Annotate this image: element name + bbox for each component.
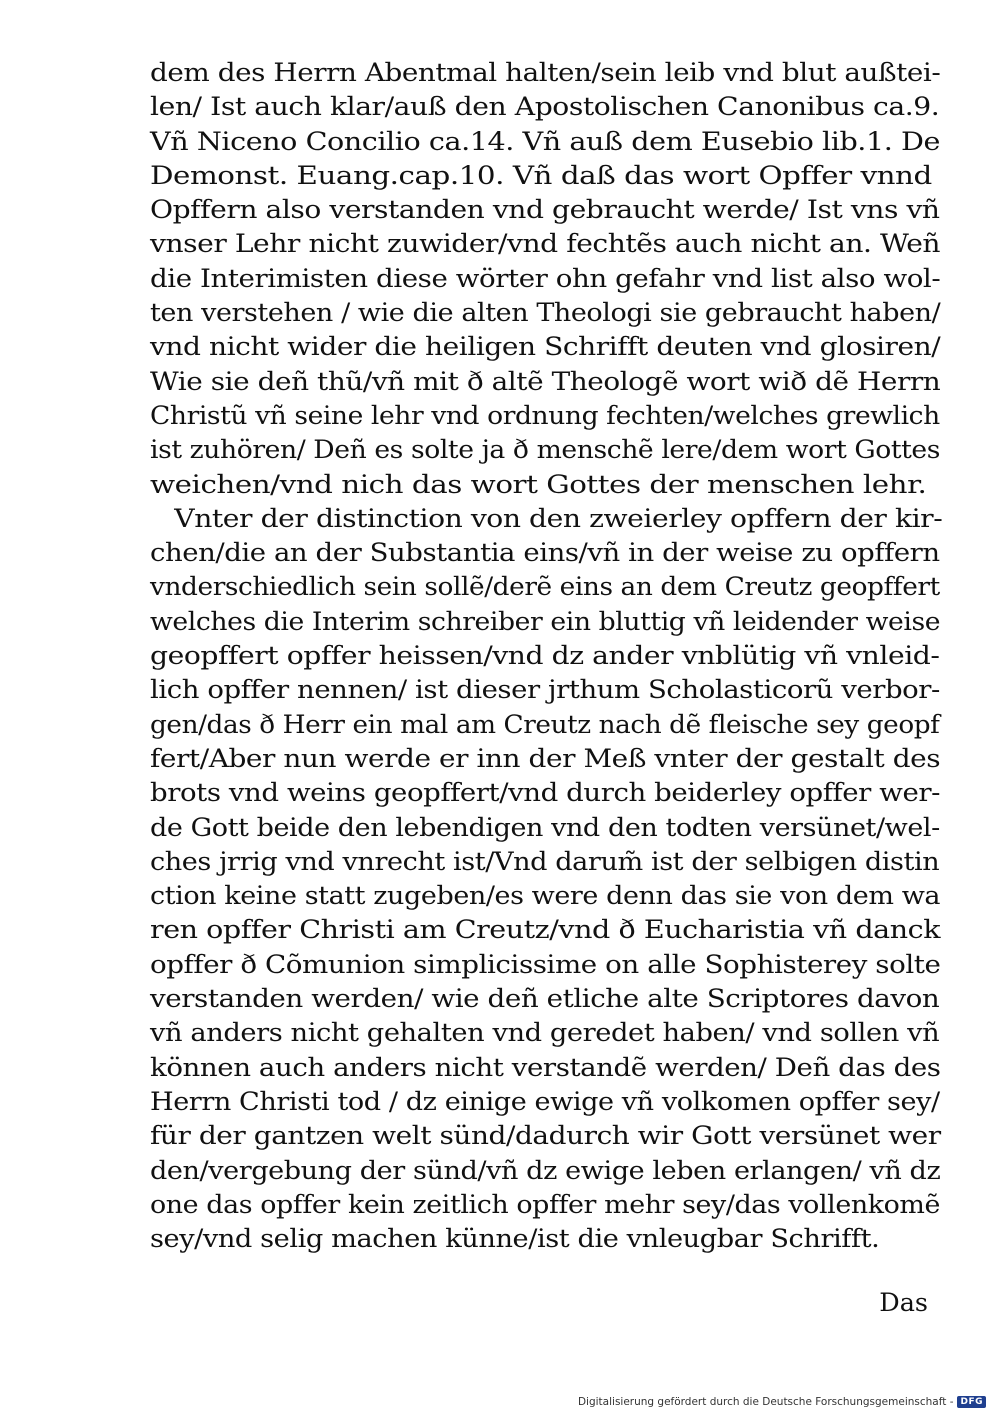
text-line: für der gantzen welt sünd/dadurch wir Gott versünet wer xyxy=(150,1121,941,1152)
text-line: lich opffer nennen/ ist dieser jrthum Scholasticorũ verbor- xyxy=(150,675,940,706)
text-line: können auch anders nicht verstandẽ werden/ Deñ das des xyxy=(150,1052,941,1083)
text-line: welches die Interim schreiber ein bluttig vñ leidender weise xyxy=(150,606,941,637)
text-line: ches jrrig vnd vnrecht ist/Vnd darum̃ ist der selbigen distin xyxy=(150,846,940,877)
text-line: ten verstehen / wie die alten Theologi sie gebraucht haben/ xyxy=(150,298,941,329)
text-line: Herrn Christi tod / dz einige ewige vñ volkomen opffer sey/ xyxy=(150,1086,940,1117)
text-line: ren opffer Christi am Creutz/vnd ð Eucharistia vñ danck xyxy=(150,915,941,946)
text-line: den/vergebung der sünd/vñ dz ewige leben erlangen/ vñ dz xyxy=(150,1155,941,1186)
text-line: vnser Lehr nicht zuwider/vnd fechtẽs auch nicht an. Weñ xyxy=(150,229,941,260)
text-line: vnd nicht wider die heiligen Schrifft deuten vnd glosiren/ xyxy=(150,332,941,363)
text-line: ction keine statt zugeben/es were denn das sie von dem wa xyxy=(150,881,941,912)
digitization-credit xyxy=(578,1396,986,1408)
text-line: len/ Ist auch klar/auß den Apostolischen Canonibus ca.9. xyxy=(150,92,940,123)
catchword: Das xyxy=(879,1288,928,1318)
text-line: chen/die an der Substantia eins/vñ in der weise zu opffern xyxy=(150,538,940,569)
text-line: ist zuhören/ Deñ es solte ja ð menschẽ lere/dem wort Gottes xyxy=(150,435,940,466)
credit-text: Digitalisierung gefördert durch die Deutsche Forschungsgemeinschaft - xyxy=(577,1396,954,1408)
text-line: geopffert opffer heissen/vnd dz ander vnblütig vñ vnleid- xyxy=(150,641,940,672)
text-line: Wie sie deñ thũ/vñ mit ð altẽ Theologẽ wort wið dẽ Herrn xyxy=(150,366,941,397)
text-line: Vñ Niceno Concilio ca.14. Vñ auß dem Eusebio lib.1. De xyxy=(150,126,940,157)
text-line: fert/Aber nun werde er inn der Meß vnter der gestalt des xyxy=(150,743,941,774)
text-line: sey/vnd selig machen künne/ist die vnleugbar Schrifft. xyxy=(150,1224,880,1255)
dfg-logo: DFG xyxy=(957,1396,986,1408)
text-line: Vnter der distinction von den zweierley opffern der kir- xyxy=(174,503,943,534)
text-line: weichen/vnd nich das wort Gottes der menschen lehr. xyxy=(150,469,927,500)
text-line: die Interimisten diese wörter ohn gefahr vnd list also wol- xyxy=(150,263,941,294)
text-line: vñ anders nicht gehalten vnd geredet haben/ vnd sollen vñ xyxy=(150,1018,940,1049)
text-line: Demonst. Euang.cap.10. Vñ daß das wort Opffer vnnd xyxy=(150,160,932,191)
text-line: verstanden werden/ wie deñ etliche alte Scriptores davon xyxy=(150,984,940,1015)
body-text xyxy=(150,56,943,1256)
text-line: Christũ vñ seine lehr vnd ordnung fechten/welches grewlich xyxy=(150,400,940,431)
text-line: dem des Herrn Abentmal halten/sein leib vnd blut außtei- xyxy=(150,58,941,88)
text-line: brots vnd weins geopffert/vnd durch beiderley opffer wer- xyxy=(150,778,941,809)
text-line: vnderschiedlich sein sollẽ/derẽ eins an dem Creutz geopffert xyxy=(150,572,940,603)
text-line: de Gott beide den lebendigen vnd den todten versünet/wel- xyxy=(150,812,940,843)
text-line: gen/das ð Herr ein mal am Creutz nach dẽ fleische sey geopf xyxy=(150,709,940,740)
text-line: Opffern also verstanden vnd gebraucht werde/ Ist vns vñ xyxy=(150,195,940,226)
text-line: opffer ð Cõmunion simplicissime on alle Sophisterey solte xyxy=(150,949,941,980)
text-line: one das opffer kein zeitlich opffer mehr sey/das vollenkomẽ xyxy=(150,1189,940,1220)
